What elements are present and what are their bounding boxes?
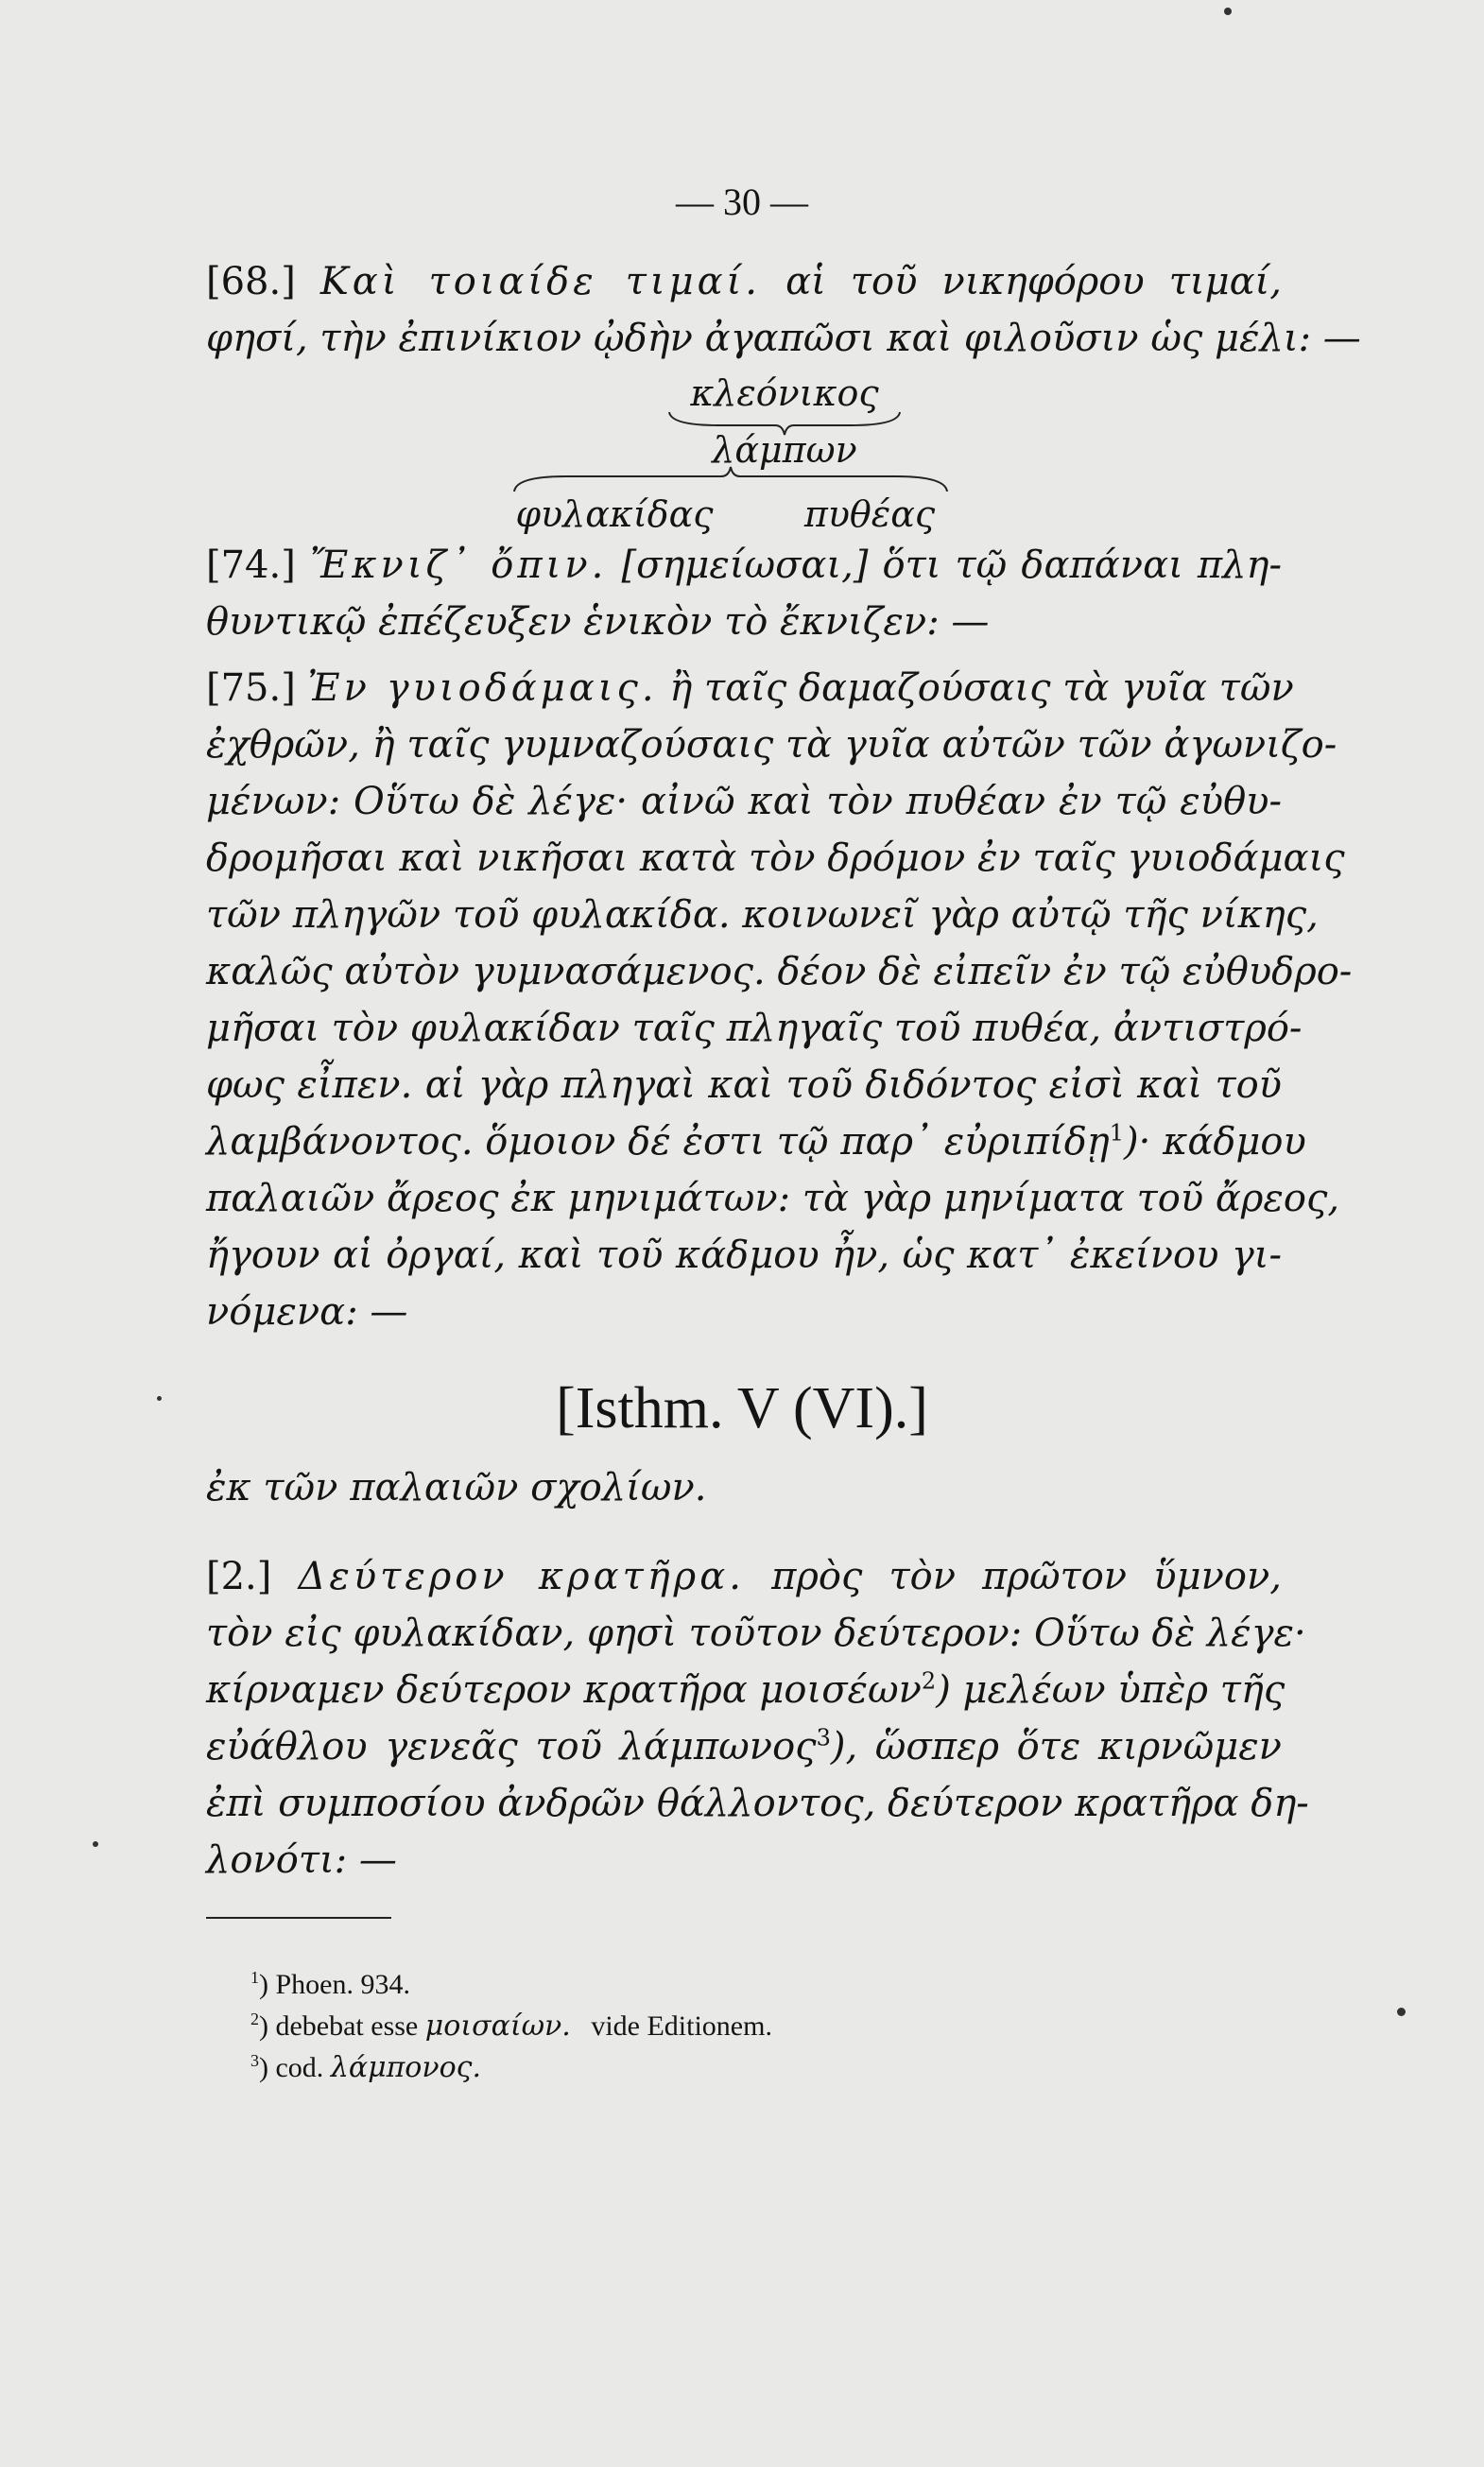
scholion-lemma: Ἐν γυιοδάμαις.: [307, 666, 658, 710]
footnote-greek: μοισαίων.: [424, 2010, 571, 2043]
footnote-2: [250, 2008, 772, 2045]
scholion-text: )· κάδμου: [1124, 1120, 1306, 1164]
scholion-2-line: ἐπὶ συμποσίου ἀνδρῶν θάλλοντος, δεύτερον κρατῆρα δη-: [206, 1782, 1309, 1825]
scholion-lemma: Καὶ τοιαίδε τιμαί.: [319, 260, 762, 303]
scholion-68-line-1: [206, 257, 1282, 306]
footnote-text: ) debebat esse: [259, 2010, 419, 2042]
genealogy-brace-lower: [509, 463, 953, 495]
page-number: — 30 —: [676, 181, 808, 223]
scan-speck: [1397, 2008, 1406, 2016]
footnote-greek: λάμπονος.: [330, 2051, 481, 2084]
footnote-text: ) Phoen. 934.: [259, 1969, 410, 2000]
footnote-3: [250, 2049, 481, 2087]
scholion-75-line-1: [206, 664, 1294, 713]
scholion-text: αἱ τοῦ νικηφόρου τιμαί,: [785, 260, 1283, 303]
scholion-68-line-2: φησί, τὴν ἐπινίκιον ᾠδὴν ἀγαπῶσι καὶ φιλοῦσιν ὡς μέλι: —: [206, 317, 1361, 360]
scholion-text: πρὸς τὸν πρῶτον ὕμνον,: [771, 1555, 1283, 1598]
scholion-text: κίρναμεν δεύτερον κρατῆρα μοισέων: [206, 1668, 922, 1712]
scholion-text: [σημείωσαι,] ὅτι τῷ δαπάναι πλη-: [621, 543, 1283, 587]
scholion-75-line: μένων: Οὕτω δὲ λέγε· αἰνῶ καὶ τὸν πυθέαν ἐν τῷ εὐθυ-: [206, 780, 1282, 823]
section-heading: [Isthm. V (VI).]: [556, 1376, 928, 1441]
scholion-75-line: τῶν πληγῶν τοῦ φυλακίδα. κοινωνεῖ γὰρ αὐτῷ τῆς νίκης,: [206, 893, 1319, 937]
scholion-text: ἢ ταῖς δαμαζούσαις τὰ γυῖα τῶν: [669, 666, 1294, 710]
footnote-marker: 2: [250, 2010, 259, 2028]
scholion-text: εὐάθλου γενεᾶς τοῦ λάμπωνος: [206, 1725, 817, 1768]
scholion-text: λαμβάνοντος. ὅμοιον δέ ἐστι τῷ παρ᾽ εὐριπίδῃ: [206, 1120, 1110, 1164]
scholion-75-line: καλῶς αὐτὸν γυμνασάμενος. δέον δὲ εἰπεῖν ἐν τῷ εὐθυδρο-: [206, 950, 1353, 993]
scholion-number: [68.]: [206, 260, 296, 303]
scholion-75-line: παλαιῶν ἄρεος ἐκ μηνιμάτων: τὰ γὰρ μηνίματα τοῦ ἄρεος,: [206, 1177, 1340, 1220]
scholion-number: [74.]: [206, 543, 296, 587]
footnote-ref: 3: [816, 1724, 831, 1751]
scholion-lemma: Ἔκνιζ᾽ ὄπιν.: [309, 543, 608, 587]
scholion-75-last-line: νόμενα: —: [206, 1290, 408, 1334]
genealogy-right-name: πυθέας: [803, 493, 936, 535]
footnote-ref: 2: [921, 1667, 937, 1695]
scholion-text: ), ὥσπερ ὅτε κιρνῶμεν: [830, 1725, 1282, 1768]
scholion-75-line: φως εἶπεν. αἱ γὰρ πληγαὶ καὶ τοῦ διδόντος εἰσὶ καὶ τοῦ: [206, 1063, 1282, 1107]
scholion-2-last-line: λονότι: —: [206, 1838, 397, 1882]
footnote-text: ) cod.: [259, 2052, 324, 2083]
scholion-75-line: μῆσαι τὸν φυλακίδαν ταῖς πληγαῖς τοῦ πυθέα, ἀντιστρό-: [206, 1007, 1303, 1050]
scholion-2-line: τὸν εἰς φυλακίδαν, φησὶ τοῦτον δεύτερον: Οὕτω δὲ λέγε·: [206, 1612, 1306, 1655]
scholion-2-line-1: [206, 1552, 1282, 1601]
footnote-ref: 1: [1109, 1119, 1125, 1147]
footnote-1: [250, 1966, 410, 2004]
scholion-75-line: δρομῆσαι καὶ νικῆσαι κατὰ τὸν δρόμον ἐν ταῖς γυιοδάμαις: [206, 837, 1345, 880]
scholion-number: [75.]: [206, 666, 296, 710]
scholion-75-line: ἤγουν αἱ ὀργαί, καὶ τοῦ κάδμου ἦν, ὡς κατ᾽ ἐκείνου γι-: [206, 1234, 1282, 1277]
footnote-text: vide Editionem.: [591, 2010, 772, 2042]
footnote-rule: [206, 1917, 391, 1919]
genealogy-middle-name: λάμπων: [712, 429, 857, 471]
footnote-marker: 1: [250, 1968, 259, 1987]
subheading: ἐκ τῶν παλαιῶν σχολίων.: [206, 1466, 707, 1510]
scan-speck: [93, 1841, 98, 1847]
scholion-number: [2.]: [206, 1555, 272, 1598]
scholion-74-line-2: θυντικῷ ἐπέζευξεν ἑνικὸν τὸ ἔκνιζεν: —: [206, 600, 990, 644]
scan-speck: [157, 1396, 162, 1401]
scan-speck: [1224, 8, 1232, 15]
genealogy-left-name: φυλακίδας: [515, 493, 714, 535]
scholion-2-line-with-note: [206, 1722, 1282, 1771]
scholion-75-line-with-note: [206, 1117, 1306, 1166]
scholion-74-line-1: [206, 541, 1282, 590]
genealogy-top-name: κλεόνικος: [690, 372, 879, 414]
scholion-text: ) μελέων ὑπὲρ τῆς: [936, 1668, 1286, 1712]
footnote-marker: 3: [250, 2051, 259, 2070]
scholion-lemma: Δεύτερον κρατῆρα.: [298, 1555, 745, 1598]
scholion-75-line: ἐχθρῶν, ἢ ταῖς γυμναζούσαις τὰ γυῖα αὐτῶν τῶν ἀγωνιζο-: [206, 723, 1337, 767]
scholion-2-line-with-note: [206, 1665, 1286, 1715]
